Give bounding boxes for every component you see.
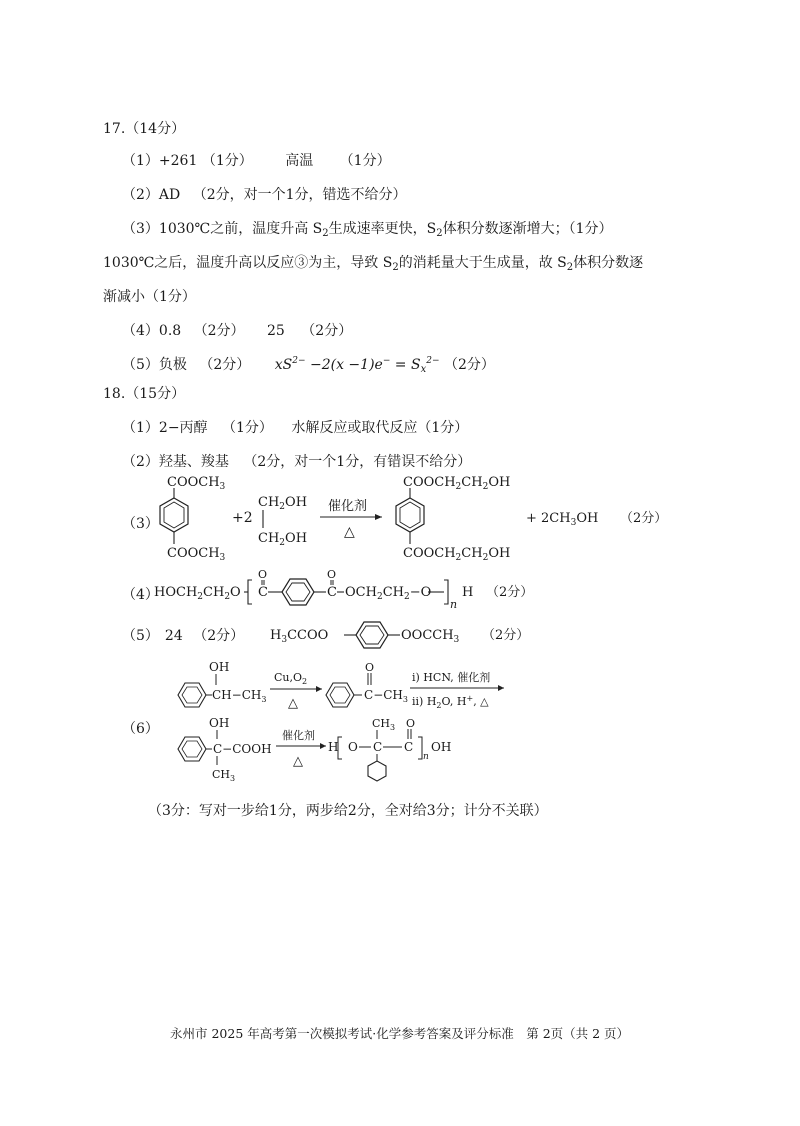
svg-text:Cu,O2: $Cu,O_2$ — [274, 671, 308, 686]
q17-part3-line3: 渐减小（1分） — [103, 289, 196, 305]
benzene-ring-product — [396, 488, 424, 544]
q18-part4-num: （4） — [122, 587, 159, 603]
svg-text:+ 2CH3OH: + $2CH_3OH$ — [526, 511, 599, 528]
electrode-equation: $xS^{2-} -2(x -1)e^- = S_x^{2-}$ — [274, 356, 440, 375]
svg-text:COOCH3: $COOCH_3$ — [167, 546, 226, 563]
page-footer: 永州市 2025 年高考第一次模拟考试·化学参考答案及评分标准 第 2页（共 2 页） — [170, 1026, 630, 1041]
svg-text:ii) H2O, H+, △: ii) $H_2O$, H+, △ — [412, 694, 489, 710]
svg-text:O: O — [365, 661, 375, 674]
svg-text:O: O — [348, 740, 358, 754]
svg-text:OH: OH — [209, 716, 230, 730]
q17-part1: （1）+261 （1分） 高温 （1分） — [122, 153, 391, 169]
q18-part5: （5） 24 （2分） — [122, 628, 245, 644]
svg-text:△: △ — [288, 696, 298, 711]
svg-text:CH−CH3: $CH-CH_3$ — [212, 688, 267, 704]
q17-part3-line2: 1030℃之后，温度升高以反应③为主，导致 $S_2$的消耗量大于生成量，故 $S_2$体积分数逐 — [103, 255, 644, 273]
svg-text:COOCH2CH2OH: $COOCH_2CH_2OH$ — [403, 475, 511, 492]
benzene-ring-reactant — [160, 488, 188, 544]
q18-header: 18.（15分） — [103, 386, 186, 402]
svg-text:COOCH3: $COOCH_3$ — [167, 475, 226, 492]
svg-text:C: C — [327, 585, 337, 600]
svg-text:OH: OH — [209, 660, 230, 674]
benzene-ring-6d — [368, 761, 386, 781]
svg-text:△: △ — [344, 524, 355, 540]
svg-text:C: C — [404, 740, 414, 754]
q17-header: 17.（14分） — [103, 121, 186, 137]
svg-text:H: H — [462, 585, 474, 600]
svg-text:O: O — [327, 568, 337, 581]
svg-text:C: C — [373, 740, 383, 754]
q18-scoring-note: （3分：写对一步给1分，两步给2分，全对给3分；计分不关联） — [148, 803, 548, 819]
q18-part3-num: （3） — [122, 516, 159, 532]
svg-text:（2分）: （2分） — [486, 585, 534, 600]
svg-text:（2分）: （2分） — [482, 628, 530, 643]
svg-text:△: △ — [293, 754, 303, 769]
svg-text:CH3: $CH_3$ — [372, 717, 396, 732]
q18-part6-num: （6） — [122, 721, 159, 737]
synthesis-route — [176, 655, 516, 785]
isomer-structure — [268, 618, 558, 652]
svg-text:C: C — [258, 585, 268, 600]
svg-text:O: O — [406, 717, 416, 730]
q18-part2: （2）羟基、羧基 （2分，对一个1分，有错误不给分） — [122, 454, 472, 470]
svg-text:CH3: $CH_3$ — [212, 768, 236, 783]
q17-part2: （2）AD （2分，对一个1分，错选不给分） — [122, 187, 407, 203]
svg-text:催化剂: 催化剂 — [282, 729, 315, 742]
svg-text:OH: OH — [431, 740, 452, 754]
svg-text:COOCH2CH2OH: $COOCH_2CH_2OH$ — [403, 546, 511, 563]
svg-text:OCH2CH2−O: $OCH_2CH_2-O$ — [345, 585, 432, 602]
svg-text:催化剂: 催化剂 — [328, 499, 368, 514]
q17-part4: （4）0.8 （2分） 25 （2分） — [122, 323, 353, 339]
svg-text:C−COOH: C−COOH — [213, 742, 272, 756]
svg-text:CH2OH: $CH_2OH$ — [258, 531, 308, 548]
svg-text:H: H — [328, 740, 339, 754]
svg-text:CH2OH: $CH_2OH$ — [258, 495, 308, 512]
q17-part5: （5）负极 （2分） $xS^{2-} -2(x -1)e^- = S_x^{2-}$ （2分） — [122, 356, 495, 375]
svg-text:H3CCOO: $H_3CCOO$ — [270, 628, 329, 645]
benzene-ring-6a — [178, 683, 206, 707]
svg-text:n: n — [450, 598, 458, 611]
q18-part1: （1）2−丙醇 （1分） 水解反应或取代反应（1分） — [122, 420, 469, 436]
benzene-ring-polymer — [282, 579, 314, 605]
svg-text:O: O — [258, 568, 268, 581]
svg-text:n: n — [423, 752, 429, 762]
polyester-structure — [152, 566, 552, 612]
svg-text:（2分）: （2分） — [620, 511, 668, 526]
svg-text:HOCH2CH2O: $HOCH_2CH_2O$ — [154, 585, 241, 602]
svg-text:+2: +2 — [232, 510, 253, 526]
svg-text:i) HCN, 催化剂: i) HCN, 催化剂 — [412, 671, 491, 684]
benzene-ring-6c — [178, 737, 206, 761]
benzene-ring-6b — [326, 683, 354, 707]
transesterification-scheme — [150, 472, 680, 568]
svg-text:OOCCH3: $OOCCH_3$ — [401, 628, 460, 645]
q17-part3-line1: （3）1030℃之前，温度升高 $S_2$生成速率更快，$S_2$体积分数逐渐增大；（1分） — [122, 221, 613, 239]
benzene-ring-isomer — [356, 622, 388, 648]
svg-text:C−CH3: $C-CH_3$ — [364, 688, 408, 704]
